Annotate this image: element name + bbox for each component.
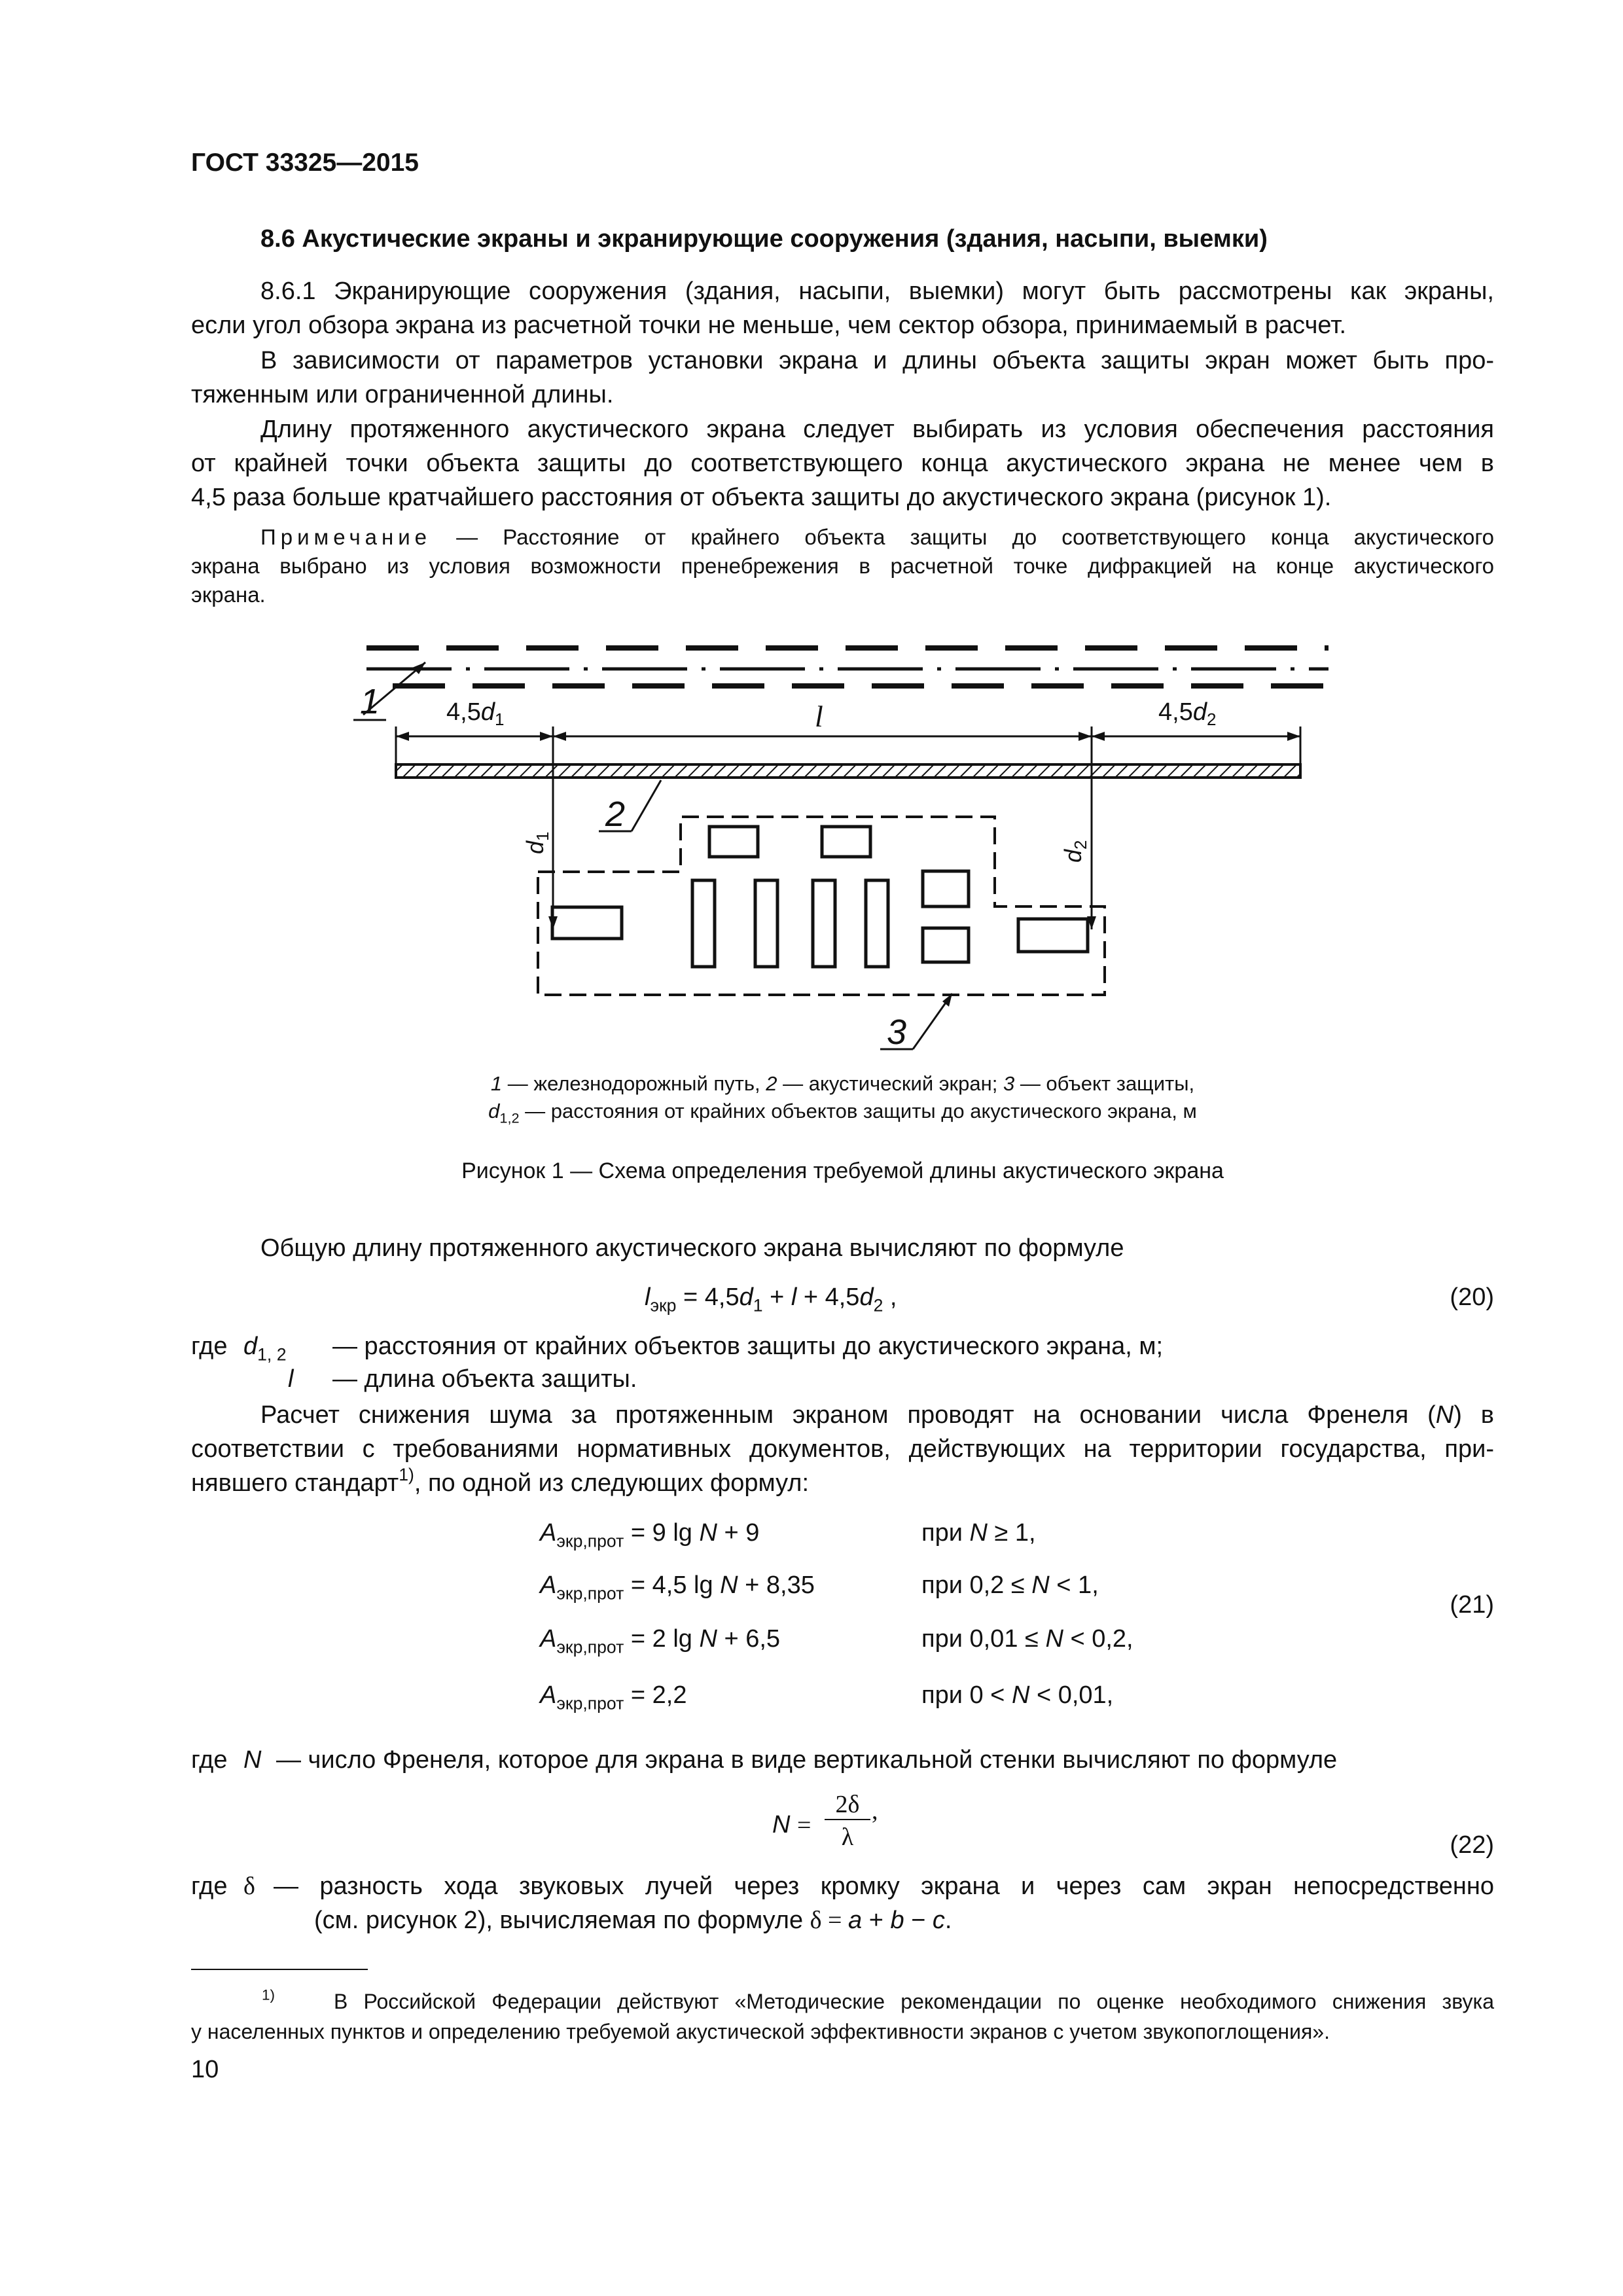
- para-text: тяженным или ограниченной длины.: [191, 381, 614, 408]
- where-definition: — длина объекта защиты.: [332, 1365, 637, 1393]
- dim-left-value: 4,5: [446, 698, 481, 726]
- where-symbol: $d_{1, 2}$: [243, 1333, 287, 1365]
- para-text: 4,5 раза больше кратчайшего расстояния от объекта защиты до акустического экрана (рисунок 1).: [191, 484, 1332, 511]
- where-definition: — число Френеля, которое для экрана в виде вертикальной стенки вычисляют по формуле: [276, 1746, 1338, 1774]
- figure-label-2: 2: [605, 795, 626, 834]
- where-symbol: δ: [243, 1873, 255, 1900]
- svg-text:d1: $d_1$: [522, 831, 552, 854]
- where-definition: — разность хода звуковых лучей через кромку экрана и через сам экран непосредственно: [274, 1873, 1494, 1900]
- formula-21-row: $A_{экр,прот} = 2$ lg N + 6,5: [540, 1625, 781, 1657]
- svg-text:d2: $d_2$: [1060, 840, 1090, 863]
- svg-text:4,5d2: $4,5d_2$: [1158, 698, 1217, 729]
- figure-legend: 1 — железнодорожный путь, 2 — акустический экран; 3 — объект защиты, $d_{1,2}$ — расстояния от крайних объектов защиты до акустического экрана, м: [488, 1072, 1197, 1126]
- where-definition: (см. рисунок 2), вычисляемая по формуле δ = a + b − c.: [314, 1907, 952, 1934]
- footnote-text: В Российской Федерации действуют «Методические рекомендации по оценке необходимого снижения звука: [334, 1990, 1494, 2013]
- dim-mid-label: l: [815, 700, 823, 733]
- formula-21-condition: при 0,2 ≤ N < 1,: [921, 1571, 1099, 1599]
- para-text: 8.6.1 Экранирующие сооружения (здания, насыпи, выемки) могут быть рассмотрены как экраны,: [260, 278, 1494, 305]
- para-text: если угол обзора экрана из расчетной точки не меньше, чем сектор обзора, принимаемый в расчет.: [191, 312, 1347, 339]
- formula-number-22: (22): [1450, 1831, 1494, 1859]
- para-text: Длину протяженного акустического экрана следует выбирать из условия обеспечения расстояния: [260, 416, 1494, 443]
- formula-21-row: $A_{экр,прот} = 2,2$: [540, 1681, 687, 1713]
- d1-label: d: [522, 840, 548, 854]
- formula-21-row: $A_{экр,прот} = 4,5$ lg N + 8,35: [540, 1571, 815, 1604]
- note-line: Примечание — Расстояние от крайнего объекта защиты до соответствующего конца акустического: [260, 525, 1494, 549]
- note-line: экрана.: [191, 583, 266, 607]
- formula-number-21: (21): [1450, 1591, 1494, 1619]
- where-symbol: N: [243, 1746, 262, 1774]
- para-text: от крайней точки объекта защиты до соответствующего конца акустического экрана не менее чем в: [191, 450, 1494, 477]
- figure-diagram: [353, 632, 1342, 1050]
- where-symbol: l: [288, 1365, 294, 1393]
- section-title: 8.6 Акустические экраны и экранирующие сооружения (здания, насыпи, выемки): [260, 225, 1268, 253]
- para-text: соответствии с требованиями нормативных документов, действующих на территории государства, при-: [191, 1435, 1494, 1463]
- footnote-mark: 1): [262, 1986, 275, 2003]
- formula-intro: Общую длину протяженного акустического экрана вычисляют по формуле: [260, 1234, 1124, 1262]
- where-prefix: где: [191, 1333, 228, 1360]
- document-header: ГОСТ 33325—2015: [191, 149, 419, 177]
- formula-21-condition: при 0 < N < 0,01,: [921, 1681, 1114, 1709]
- where-definition: — расстояния от крайних объектов защиты до акустического экрана, м;: [332, 1333, 1164, 1360]
- svg-text:4,5d1: $4,5d_1$: [446, 698, 505, 729]
- formula-20: $l_{экр} = 4,5d_1 + l + 4,5d_2$ ,: [645, 1283, 897, 1316]
- railway-track: [366, 648, 1329, 686]
- figure-label-3: 3: [887, 1013, 907, 1050]
- formula-21-row: $A_{экр,прот} = 9$ lg N + 9: [540, 1519, 760, 1551]
- footnote-separator: [191, 1969, 368, 1970]
- buildings: [552, 827, 1088, 967]
- figure-label-1: 1: [360, 682, 380, 721]
- para-text: В зависимости от параметров установки экрана и длины объекта защиты экран может быть про-: [260, 347, 1494, 374]
- d2-label: d: [1060, 849, 1086, 863]
- formula-21-condition: при 0,01 ≤ N < 0,2,: [921, 1625, 1133, 1653]
- para-text: Расчет снижения шума за протяженным экраном проводят на основании числа Френеля (N) в: [260, 1401, 1494, 1429]
- formula-21-condition: при N ≥ 1,: [921, 1519, 1036, 1547]
- where-prefix: где: [191, 1873, 228, 1900]
- note-line: экрана выбрано из условия возможности пренебрежения в расчетной точке дифракцией на конце акустического: [191, 554, 1494, 578]
- footnote-text: у населенных пунктов и определению требуемой акустической эффективности экранов с учетом звукопоглощения».: [191, 2020, 1330, 2043]
- page-number: 10: [191, 2056, 219, 2083]
- dim-right-value: 4,5: [1158, 698, 1193, 726]
- acoustic-screen: [396, 764, 1300, 778]
- note-label: Примечание: [260, 525, 432, 549]
- formula-number-20: (20): [1450, 1283, 1494, 1311]
- where-prefix: где: [191, 1746, 228, 1774]
- para-text: нявшего стандарт$^{1)}$, по одной из следующих формул:: [191, 1465, 809, 1497]
- figure-caption: Рисунок 1 — Схема определения требуемой длины акустического экрана: [461, 1158, 1224, 1183]
